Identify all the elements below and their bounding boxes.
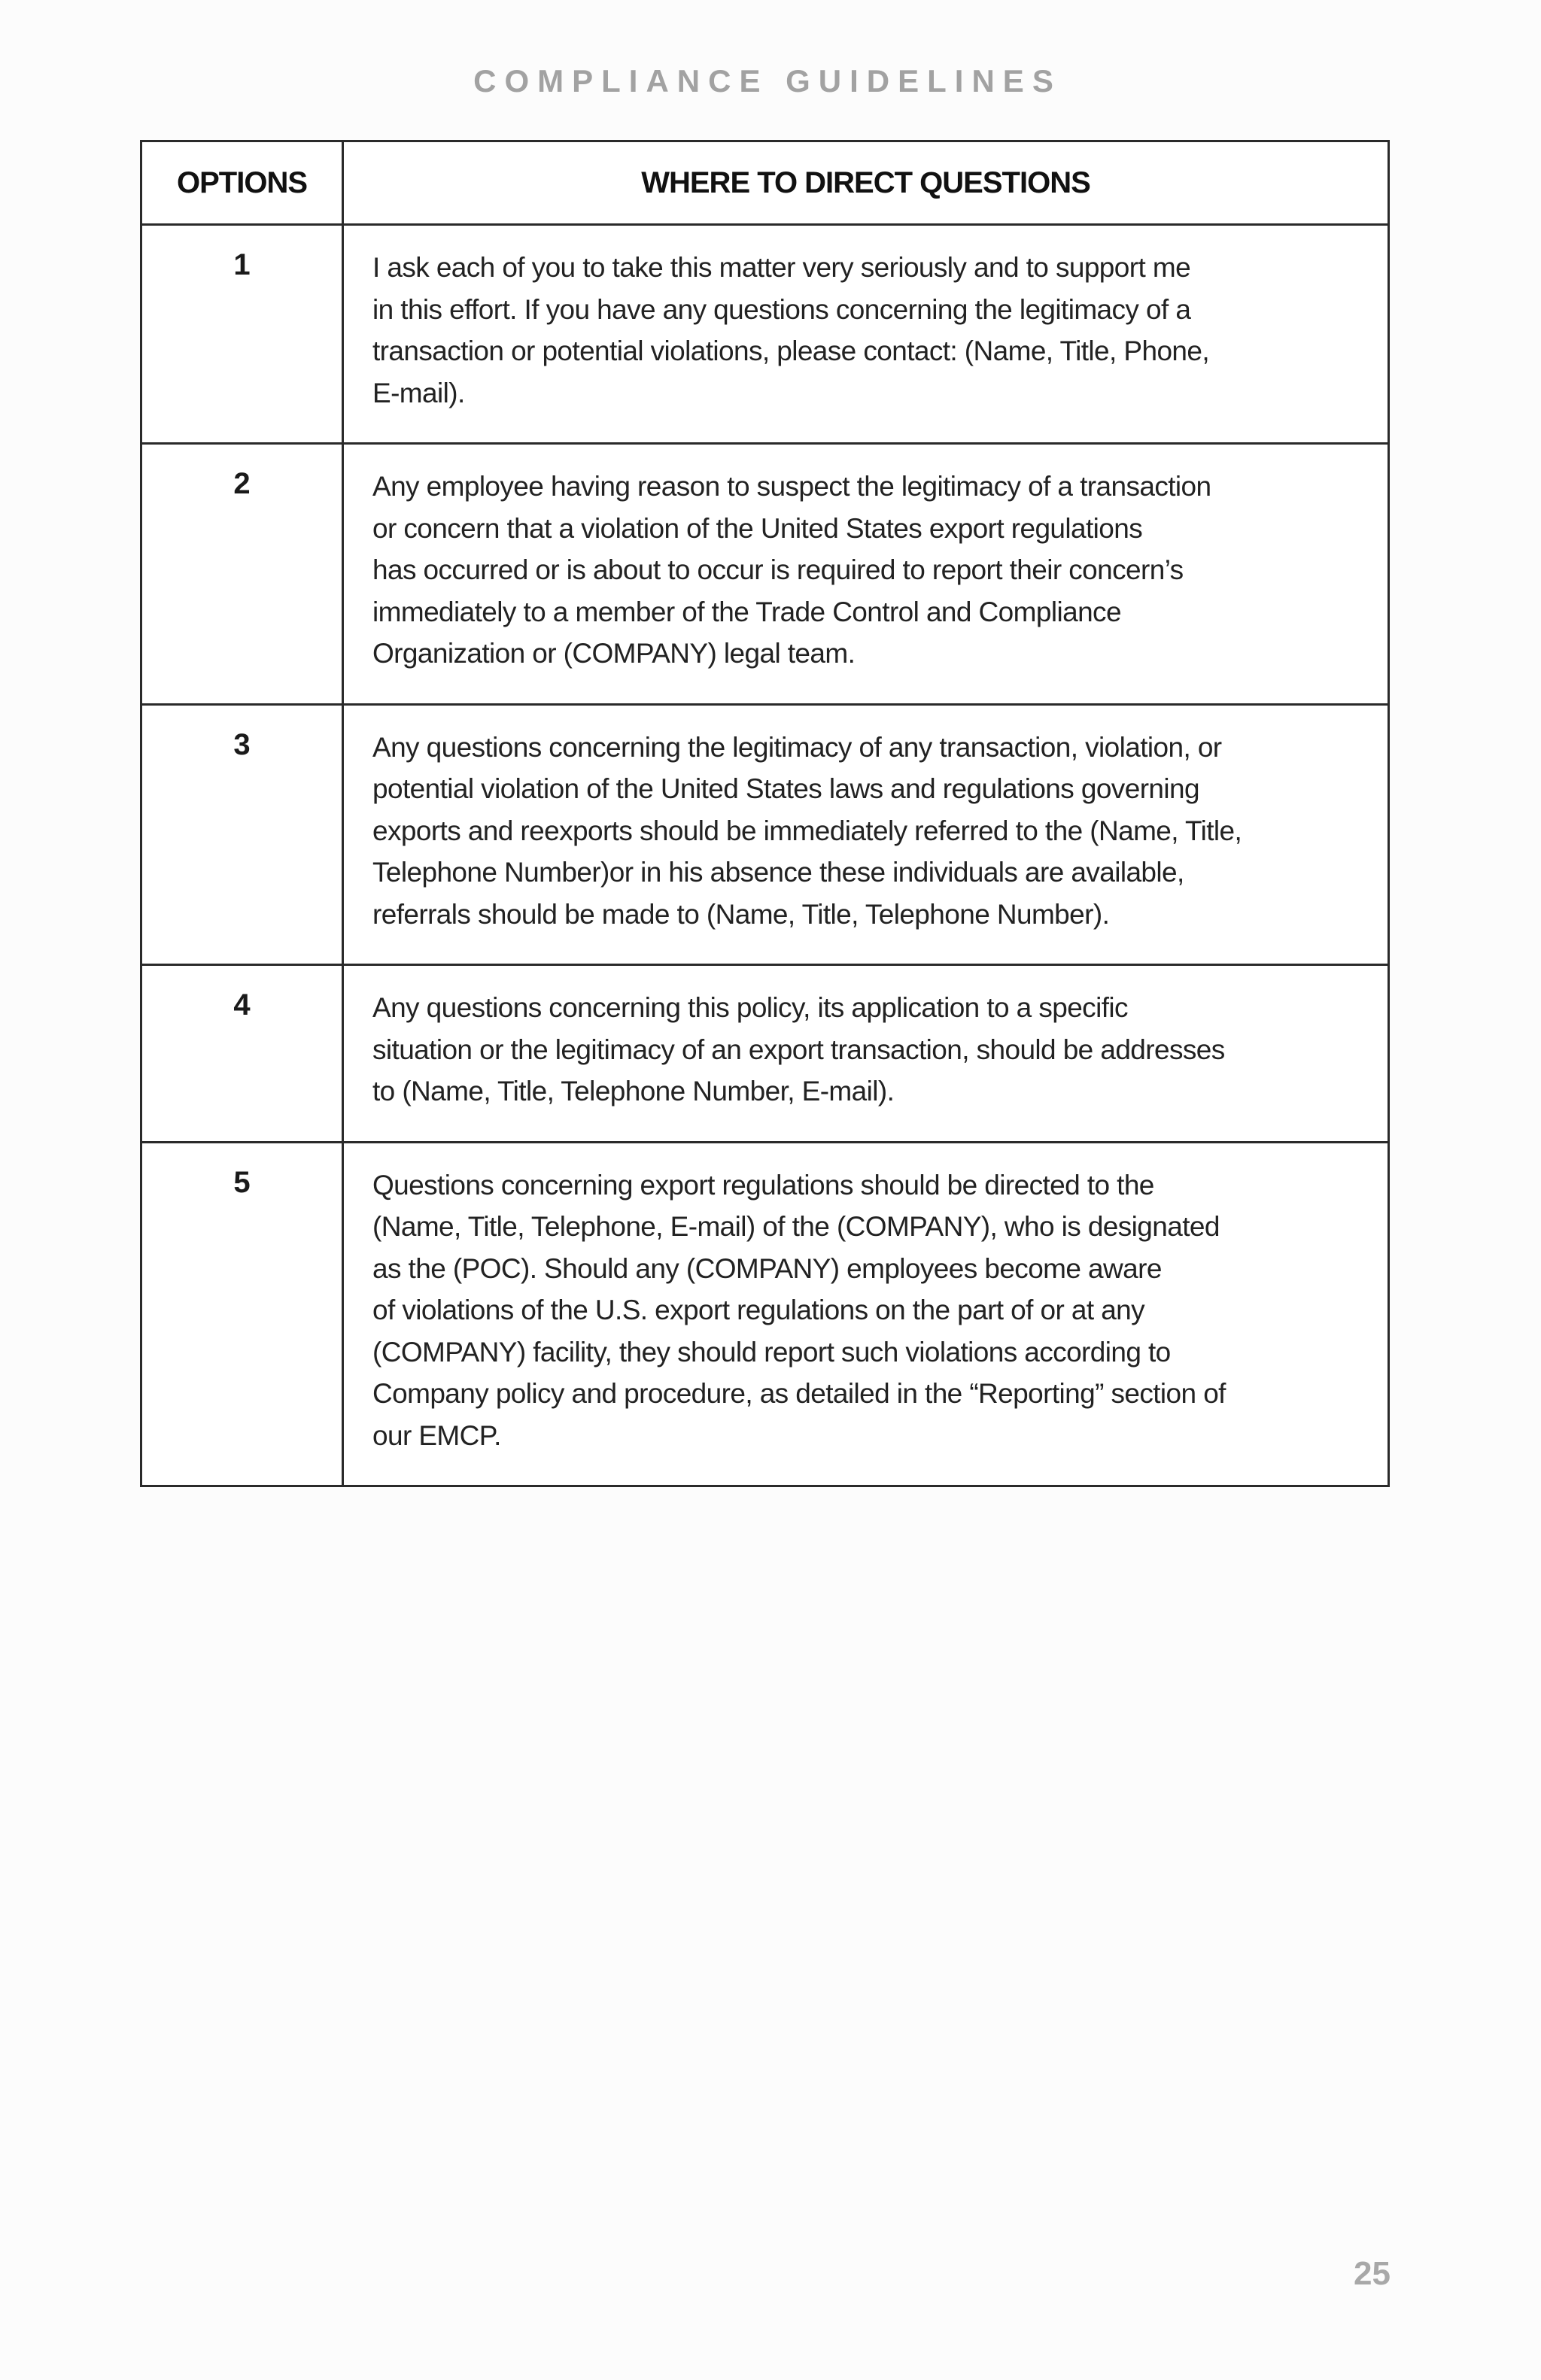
option-description: Questions concerning export regulations should be directed to the (Name, Title, Telephone, E-mail) of the (COMPANY), who is designated as the (POC). Should any (COMPANY) employees become aware of violations of the U.S. export regulations on the part of or at any (COMPANY) facility, they should report such violations according to Company policy and procedure, as detailed in the “Reporting” section of our EMCP. <box>343 1142 1389 1486</box>
table-row <box>141 704 1389 965</box>
option-number: 1 <box>141 225 343 444</box>
page-number: 25 <box>1354 2255 1391 2292</box>
table-row <box>141 1142 1389 1486</box>
option-description: Any questions concerning this policy, its application to a specific situation or the legitimacy of an export transaction, should be addresses to (Name, Title, Telephone Number, E-mail). <box>343 965 1389 1143</box>
option-description: Any employee having reason to suspect the legitimacy of a transaction or concern that a violation of the United States export regulations has occurred or is about to occur is required to report their concern’s immediately to a member of the Trade Control and Compliance Organization or (COMPANY) legal team. <box>343 444 1389 705</box>
option-number: 4 <box>141 965 343 1143</box>
column-header-where-to-direct: WHERE TO DIRECT QUESTIONS <box>343 141 1389 225</box>
table-row <box>141 965 1389 1143</box>
guidelines-table <box>140 140 1390 1487</box>
option-number: 2 <box>141 444 343 705</box>
option-number: 5 <box>141 1142 343 1486</box>
option-number: 3 <box>141 704 343 965</box>
running-header-title: COMPLIANCE GUIDELINES <box>473 63 1062 99</box>
column-header-options: OPTIONS <box>141 141 343 225</box>
table-row <box>141 444 1389 705</box>
option-description: I ask each of you to take this matter very seriously and to support me in this effort. If you have any questions concerning the legitimacy of a transaction or potential violations, please contact: (Name, Title, Phone, E-mail). <box>343 225 1389 444</box>
table-row <box>141 225 1389 444</box>
option-description: Any questions concerning the legitimacy of any transaction, violation, or potential violation of the United States laws and regulations governing exports and reexports should be immediately referred to the (Name, Title, Telephone Number)or in his absence these individuals are available, referrals should be made to (Name, Title, Telephone Number). <box>343 704 1389 965</box>
table-header-row <box>141 141 1389 225</box>
